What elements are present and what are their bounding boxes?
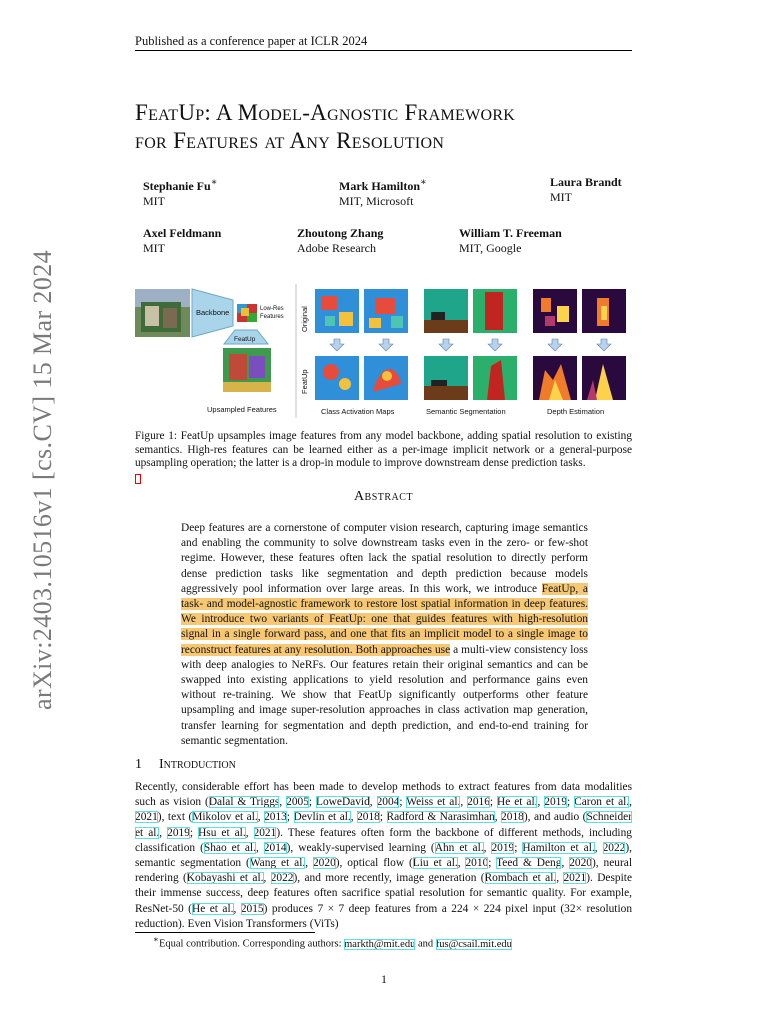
footnote-mark: ∗	[153, 934, 159, 944]
intro-text: ,	[594, 841, 603, 854]
citation-link[interactable]: Schneider et al.	[135, 811, 632, 839]
citation-link[interactable]: Weiss et al.	[406, 796, 461, 809]
upsampled-feature	[223, 348, 271, 392]
intro-text: ,	[494, 811, 502, 824]
section-heading	[135, 757, 236, 773]
author-affiliation: MIT	[143, 194, 165, 208]
abstract-text-end: a multi-view consistency loss with deep analogies to NeRFs. Our features retain their original semantics and can be swapped into existing applications to yield resolution and performance gains even without re-training. We show that FeatUp significantly outperforms other feature upsampling and image super-resolution approaches in class activation map generation, transfer learning for segmentation and depth prediction, and end-to-end training for semantic segmentation.	[181, 643, 588, 747]
author-2	[339, 175, 427, 209]
intro-text: ,	[257, 811, 265, 824]
depth-featup-2	[582, 356, 626, 400]
seg-original-2	[473, 289, 517, 333]
intro-text: ,	[460, 796, 468, 809]
citation-link[interactable]: 2022	[602, 841, 626, 854]
intro-text: ,	[457, 857, 466, 870]
intro-text: ,	[537, 796, 545, 809]
citation-link[interactable]: Kobayashi et al.	[186, 872, 264, 885]
citation-link[interactable]: Wang et al.	[249, 857, 306, 870]
intro-text: ;	[379, 811, 387, 824]
figure-1	[135, 284, 632, 424]
intro-text: ;	[286, 811, 294, 824]
author-affiliation: MIT	[143, 241, 165, 255]
depth-original-1	[533, 289, 577, 333]
citation-link[interactable]: 2021	[563, 872, 587, 885]
intro-text: ), neural rendering (	[135, 857, 633, 885]
caption-text: FeatUp upsamples image features from any model backbone, adding spatial resolution to existing semantics. High-res features can be learned either as a per-image implicit network or a general-purpose upsampling operation; the latter is a drop-in module to improve downstream dense prediction tasks.	[135, 430, 632, 469]
intro-text: ,	[159, 826, 168, 839]
intro-text: ;	[308, 796, 317, 809]
paper-title	[135, 99, 655, 155]
cam-featup-1	[315, 356, 359, 400]
depth-original-2	[582, 289, 626, 333]
section-number: 1	[135, 757, 142, 772]
depth-label: Depth Estimation	[547, 407, 605, 416]
citation-link[interactable]: Shao et al.	[203, 841, 256, 854]
citation-link[interactable]: Caron et al.	[574, 796, 630, 809]
author-name: Axel Feldmann	[143, 226, 222, 240]
intro-text: ), and audio (	[523, 811, 587, 824]
intro-text: ,	[255, 841, 264, 854]
intro-text: ,	[483, 841, 492, 854]
citation-link[interactable]: 2013	[264, 811, 287, 824]
cam-original-2	[364, 289, 408, 333]
intro-text: ,	[561, 857, 570, 870]
annotation-marker	[135, 474, 141, 484]
citation-link[interactable]: 2019	[167, 826, 190, 839]
features-label: Features	[260, 314, 284, 320]
author-name: Zhoutong Zhang	[297, 226, 384, 240]
citation-link[interactable]: Radford & Narasimhan	[386, 811, 495, 824]
citation-link[interactable]: 2021	[253, 826, 277, 839]
intro-text: ), weakly-supervised learning (	[286, 841, 435, 854]
intro-text: ). Despite their immense success, deep features often sacrifice spatial resolution for semantic quality. For example, ResNet-50 (	[135, 872, 633, 915]
intro-text: ,	[556, 872, 564, 885]
citation-link[interactable]: 2015	[240, 902, 264, 915]
running-head: Published as a conference paper at ICLR 2024	[135, 34, 368, 48]
citation-link[interactable]: 2019	[544, 796, 568, 809]
figure-caption	[135, 430, 632, 471]
intro-text: ), text (	[157, 811, 193, 824]
citation-link[interactable]: 2019	[491, 841, 515, 854]
author-name: Mark Hamilton	[339, 179, 420, 193]
citation-link[interactable]: Rombach et al.	[484, 872, 557, 885]
seg-original-1	[424, 289, 468, 333]
original-row-label: Original	[300, 306, 309, 332]
citation-link[interactable]: Devlin et al.	[293, 811, 351, 824]
upsampled-label: Upsampled Features	[207, 405, 277, 414]
intro-text: ,	[305, 857, 313, 870]
intro-text: ), optical flow (	[335, 857, 413, 870]
abstract-heading: Abstract	[353, 489, 414, 504]
author-1	[143, 175, 217, 209]
intro-text: ,	[350, 811, 358, 824]
author-name: Laura Brandt	[550, 175, 622, 189]
citation-link[interactable]: Liu et al.	[412, 857, 458, 870]
backbone-label: Backbone	[196, 308, 230, 317]
citation-link[interactable]: 2014	[263, 841, 287, 854]
citation-link[interactable]: He et al.	[497, 796, 538, 809]
citation-link[interactable]: Hamilton et al.	[522, 841, 595, 854]
featup-label: FeatUp	[234, 336, 256, 343]
footnote-rule	[135, 932, 315, 933]
email-link-1[interactable]: markth@mit.edu	[344, 938, 416, 950]
caption-label: Figure 1:	[135, 430, 177, 442]
lowres-feature	[237, 304, 257, 322]
intro-text: ;	[489, 796, 498, 809]
author-name: William T. Freeman	[459, 226, 562, 240]
intro-text: ;	[189, 826, 199, 839]
lowres-label: Low-Res	[260, 306, 284, 312]
abstract-highlight: FeatUp, a task- and model-agnostic framework to restore lost spatial information in deep features. We introduce two variants of FeatUp: one that guides features with high-resolution signal in a single forward pass, and one that fits an implicit model to a single image to reconstruct features at any resolution. Both approaches use	[181, 582, 588, 656]
intro-text: ) produces 7 × 7 deep features from a 224 × 224 pixel input (32× resolution reduction). Even Vision Transformers (ViTs)	[135, 902, 633, 930]
email-link-2[interactable]: fus@csail.mit.edu	[435, 938, 512, 950]
intro-text: ;	[488, 857, 497, 870]
citation-link[interactable]: 2022	[270, 872, 294, 885]
author-6	[459, 226, 562, 256]
seg-featup-2	[473, 356, 517, 400]
citation-link[interactable]: 2020	[569, 857, 592, 870]
citation-link[interactable]: Ahn et al.	[434, 841, 484, 854]
footnote-text: Equal contribution. Corresponding authors:	[158, 938, 345, 950]
author-affiliation: MIT, Google	[459, 241, 522, 255]
author-5	[297, 226, 383, 256]
author-3	[550, 175, 622, 205]
intro-text: ,	[263, 872, 271, 885]
intro-text: ,	[233, 902, 241, 915]
author-affiliation: MIT, Microsoft	[339, 194, 414, 208]
intro-text: ,	[245, 826, 254, 839]
depth-featup-1	[533, 356, 577, 400]
down-arrows	[330, 339, 611, 351]
intro-text: ), semantic segmentation (	[135, 841, 632, 870]
intro-text: ;	[399, 796, 407, 809]
citation-link[interactable]: Teed & Deng	[496, 857, 562, 870]
header-rule	[135, 50, 632, 51]
cam-featup-2	[364, 356, 408, 400]
footnote	[153, 934, 512, 950]
citation-link[interactable]: 2021	[135, 811, 158, 824]
intro-text: (	[205, 796, 209, 809]
equal-contrib-mark: ∗	[420, 177, 427, 188]
input-photo	[135, 289, 190, 337]
intro-text: ;	[514, 841, 523, 854]
citation-link[interactable]: 2010	[465, 857, 489, 870]
equal-contrib-mark: ∗	[210, 177, 218, 188]
page-number: 1	[381, 972, 387, 986]
section-title: Introduction	[159, 757, 236, 772]
citation-link[interactable]: 2004	[376, 796, 400, 809]
citation-link[interactable]: Dalal & Triggs	[208, 796, 280, 809]
intro-text: ,	[629, 796, 632, 809]
intro-text: ,	[279, 796, 287, 809]
intro-text: ). These features often form the backbone of different methods, including classification (	[135, 826, 632, 854]
citation-link[interactable]: Mikolov et al.	[192, 811, 258, 824]
abstract-body	[181, 521, 588, 749]
intro-paragraph	[135, 780, 632, 932]
abstract-text: Deep features are a cornerstone of computer vision research, capturing image semantics and enabling the community to solve downstream tasks even in the zero- or few-shot regime. However, these features often lack the spatial resolution to directly perform dense prediction tasks like segmentation and depth prediction because models aggressively pool information over large areas. In this work, we introduce	[181, 522, 588, 595]
citation-link[interactable]: 2005	[286, 796, 309, 809]
footnote-and: and	[415, 938, 436, 950]
featup-row-label: FeatUp	[300, 369, 309, 394]
seg-featup-1	[424, 356, 468, 400]
citation-link[interactable]: He et al.	[191, 902, 234, 915]
citation-link[interactable]: 2018	[357, 811, 380, 824]
seg-label: Semantic Segmentation	[426, 407, 506, 416]
intro-text: ;	[567, 796, 575, 809]
intro-text: Recently, considerable effort has been made to develop methods to extract features from data modalities such as vision	[135, 781, 632, 809]
citation-link[interactable]: 2016	[467, 796, 490, 809]
author-affiliation: MIT	[550, 190, 572, 204]
title-line-1: FeatUp: A Model-Agnostic Framework	[135, 100, 516, 125]
intro-text: ), and more recently, image generation (	[293, 872, 485, 885]
arxiv-stamp: arXiv:2403.10516v1 [cs.CV] 15 Mar 2024	[28, 249, 57, 710]
citation-link[interactable]: LoweDavid	[316, 796, 370, 809]
author-affiliation: Adobe Research	[297, 241, 376, 255]
citation-link[interactable]: 2020	[312, 857, 336, 870]
cam-original-1	[315, 289, 359, 333]
citation-link[interactable]: 2018	[501, 811, 524, 824]
title-line-2: for Features at Any Resolution	[135, 128, 445, 153]
author-name: Stephanie Fu	[143, 179, 211, 193]
author-4	[143, 226, 221, 256]
intro-text: ,	[369, 796, 377, 809]
citation-link[interactable]: Hsu et al.	[198, 826, 246, 839]
cam-label: Class Activation Maps	[321, 407, 395, 416]
